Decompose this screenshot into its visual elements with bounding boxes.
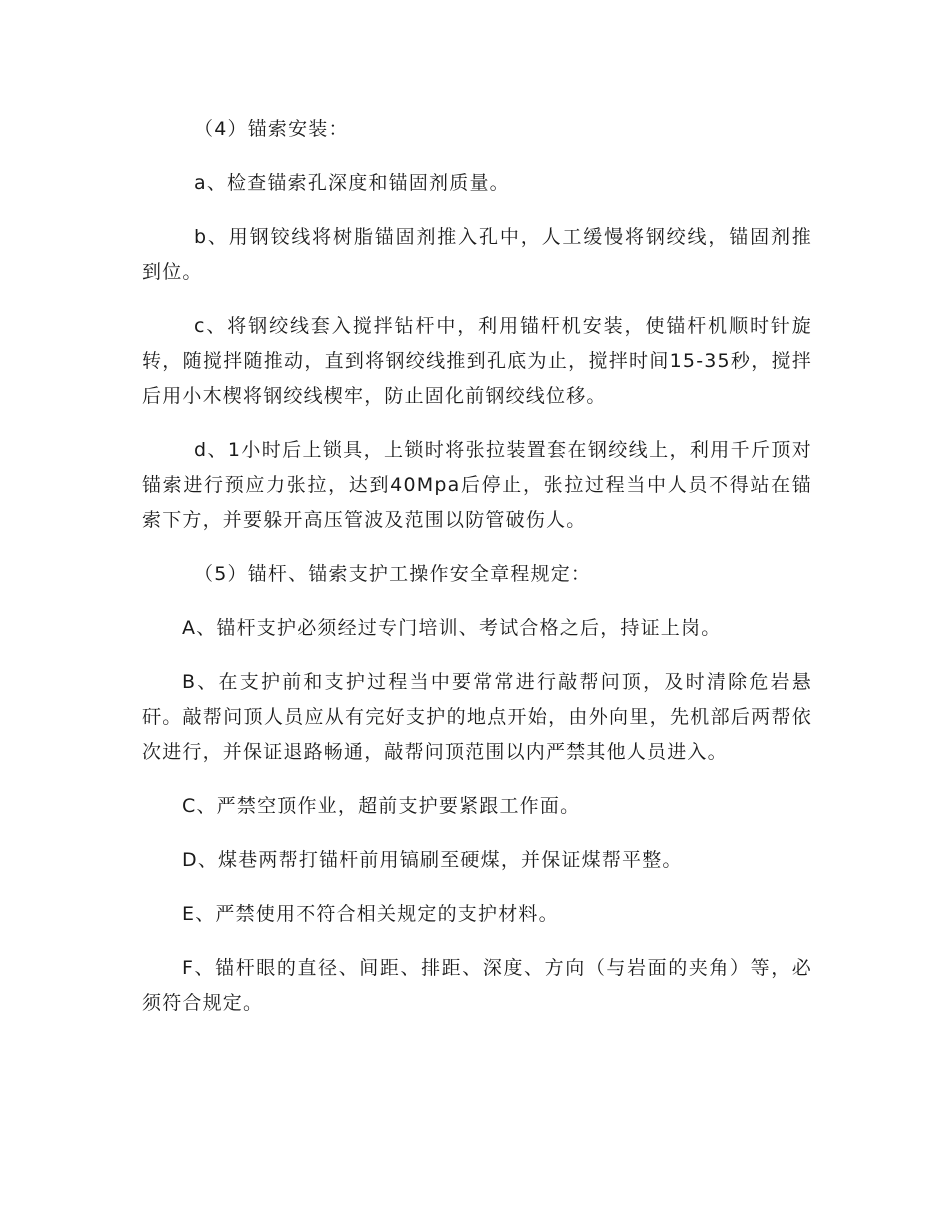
rule-d-paragraph: D、煤巷两帮打锚杆前用镐刷至硬煤，并保证煤帮平整。 bbox=[182, 849, 683, 871]
section-heading-safety-rules: （5）锚杆、锚索支护工操作安全章程规定： bbox=[194, 563, 592, 585]
rule-a-paragraph: A、锚杆支护必须经过专门培训、考试合格之后，持证上岗。 bbox=[182, 617, 722, 639]
rule-c-paragraph: C、严禁空顶作业，超前支护要紧跟工作面。 bbox=[182, 795, 581, 817]
document-body bbox=[142, 112, 812, 1040]
rule-e-paragraph: E、严禁使用不符合相关规定的支护材料。 bbox=[182, 903, 559, 925]
rule-f-paragraph: F、锚杆眼的直径、间距、排距、深度、方向（与岩面的夹角）等，必须符合规定。 bbox=[142, 957, 812, 1014]
section-heading-anchor-cable-install: （4）锚索安装： bbox=[194, 118, 349, 140]
step-a-paragraph: a、检查锚索孔深度和锚固剂质量。 bbox=[194, 172, 510, 194]
step-b-paragraph: b、用钢铰线将树脂锚固剂推入孔中，人工缓慢将钢绞线，锚固剂推到位。 bbox=[142, 226, 812, 283]
step-d-paragraph: d、1小时后上锁具，上锁时将张拉装置套在钢绞线上，利用千斤顶对锚索进行预应力张拉，达到40Mpa后停止，张拉过程当中人员不得站在锚索下方，并要躲开高压管波及范围以防管破伤人。 bbox=[142, 439, 812, 531]
step-c-paragraph: c、将钢绞线套入搅拌钻杆中，利用锚杆机安装，使锚杆机顺时针旋转，随搅拌随推动，直到将钢绞线推到孔底为止，搅拌时间15-35秒，搅拌后用小木楔将钢绞线楔牢，防止固化前钢绞线位移。 bbox=[142, 315, 812, 407]
rule-b-paragraph: B、在支护前和支护过程当中要常常进行敲帮问顶，及时清除危岩悬矸。敲帮问顶人员应从有完好支护的地点开始，由外向里，先机部后两帮依次进行，并保证退路畅通，敲帮问顶范围以内严禁其他人员进入。 bbox=[142, 671, 812, 763]
